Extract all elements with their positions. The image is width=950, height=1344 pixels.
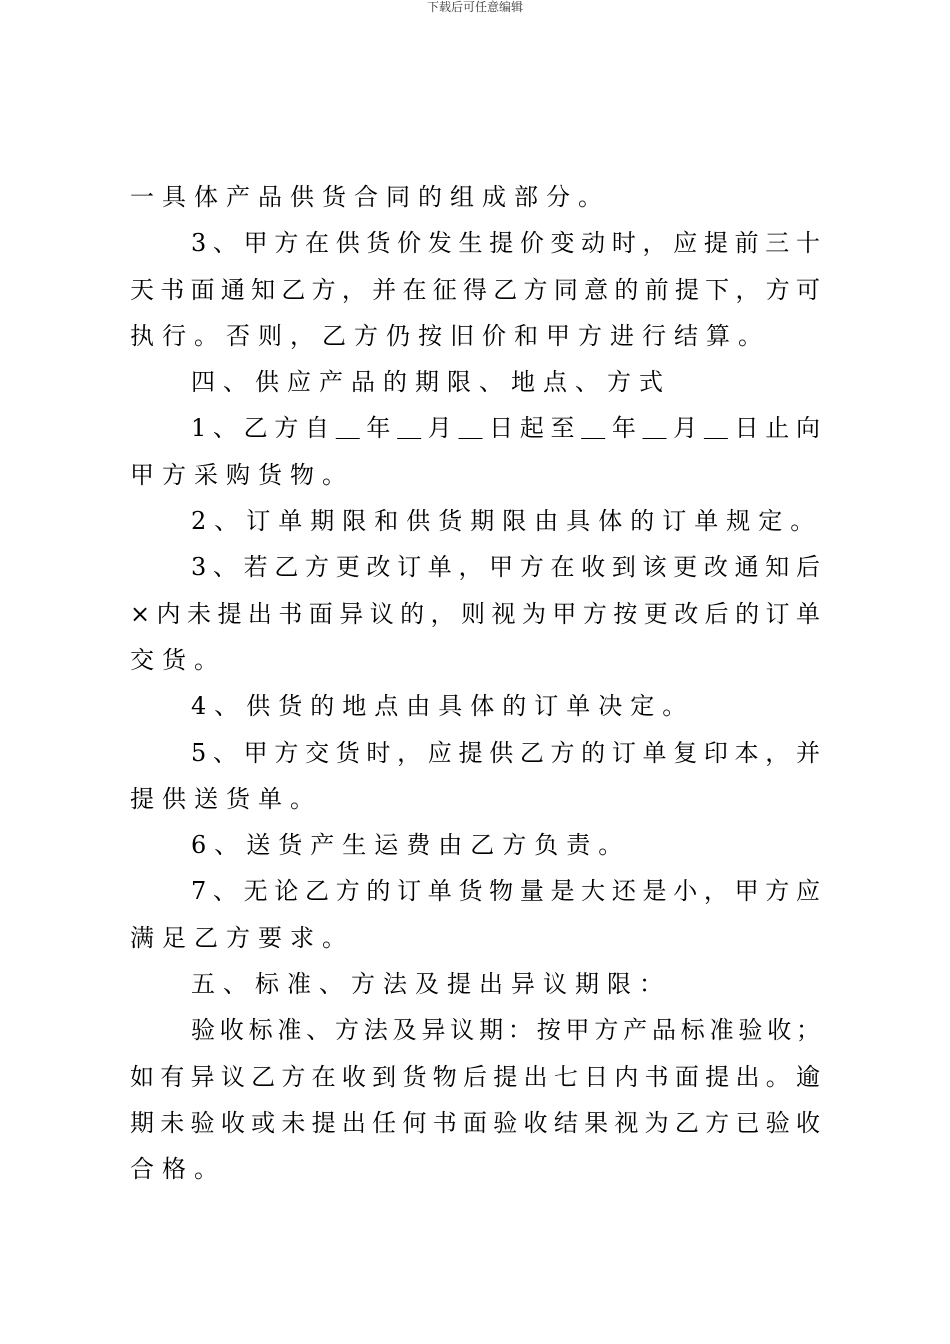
text-line: 天书面通知乙方，并在征得乙方同意的前提下，方可 [130, 275, 820, 304]
text-line: ×内未提出书面异议的，则视为甲方按更改后的订单 [130, 599, 820, 628]
text-line: 验收标准、方法及异议期：按甲方产品标准验收； [191, 1016, 820, 1045]
text-line: 4、供货的地点由具体的订单决定。 [191, 692, 695, 721]
text-line: 2、订单期限和供货期限由具体的订单规定。 [191, 507, 823, 536]
text-line: 执行。否则，乙方仍按旧价和甲方进行结算。 [130, 321, 770, 350]
text-line: 1、乙方自＿年＿月＿日起至＿年＿月＿日止向 [191, 414, 820, 443]
text-line: 交货。 [130, 645, 226, 674]
section-heading: 五、标准、方法及提出异议期限： [191, 970, 671, 999]
text-line: 一具体产品供货合同的组成部分。 [130, 183, 610, 211]
text-line: 3、若乙方更改订单，甲方在收到该更改通知后 [191, 553, 820, 582]
page-header: 下载后可任意编辑 [426, 0, 523, 14]
text-line: 7、无论乙方的订单货物量是大还是小，甲方应 [191, 877, 820, 906]
text-line: 合格。 [130, 1155, 226, 1184]
document-body [130, 174, 823, 1193]
text-line: 如有异议乙方在收到货物后提出七日内书面提出。逾 [130, 1062, 820, 1091]
section-heading: 四、供应产品的期限、地点、方式 [191, 368, 671, 397]
text-line: 3、甲方在供货价发生提价变动时，应提前三十 [191, 229, 820, 258]
text-line: 期未验收或未提出任何书面验收结果视为乙方已验收 [130, 1108, 820, 1137]
text-line: 6、送货产生运费由乙方负责。 [191, 831, 631, 860]
text-line: 提供送货单。 [130, 784, 322, 813]
text-line: 5、甲方交货时，应提供乙方的订单复印本，并 [191, 738, 820, 767]
text-line: 甲方采购货物。 [130, 460, 354, 489]
text-line: 满足乙方要求。 [130, 923, 354, 952]
